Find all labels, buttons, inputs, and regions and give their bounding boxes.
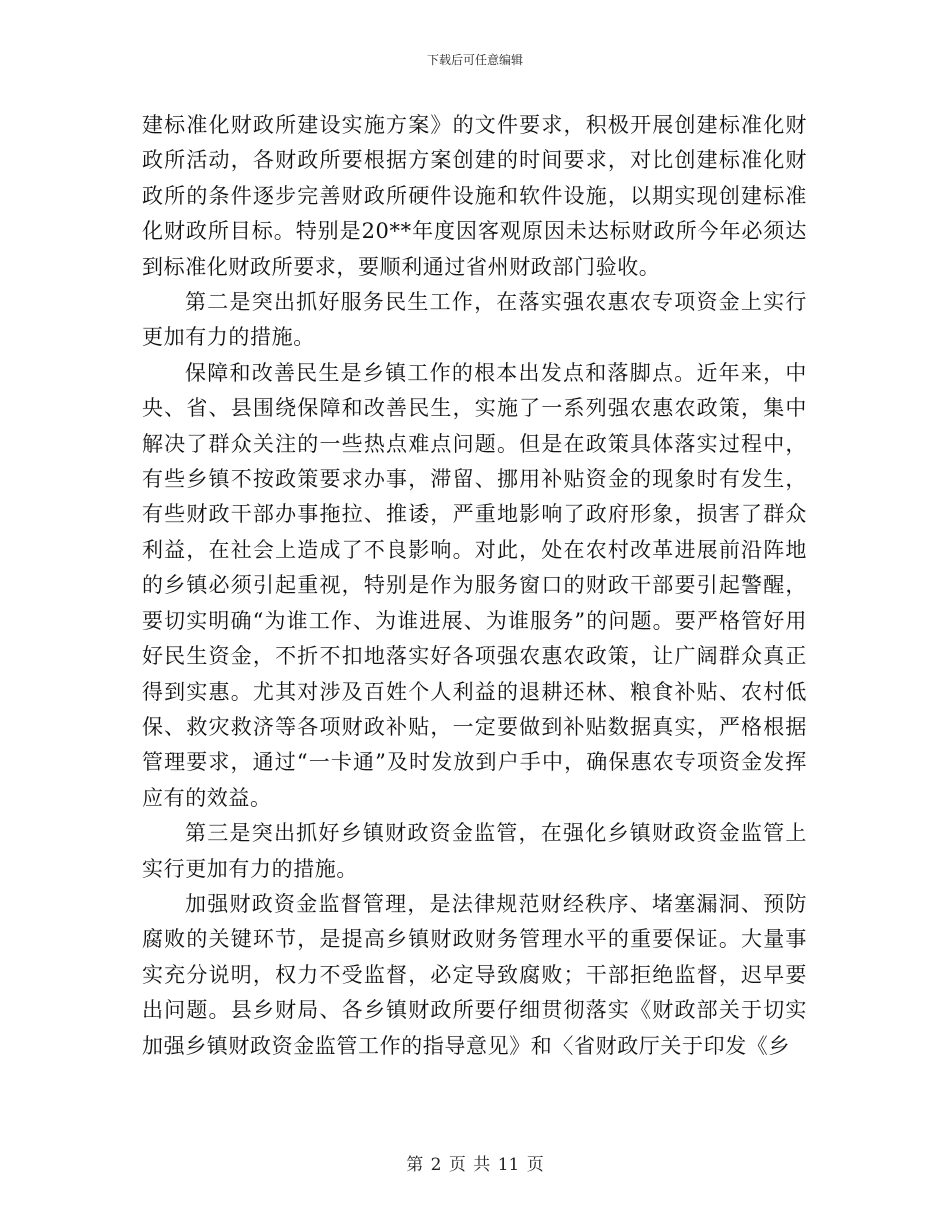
paragraph-2: 第二是突出抓好服务民生工作，在落实强农惠农专项资金上实行更加有力的措施。 (142, 290, 807, 350)
paragraph-5: 加强财政资金监督管理，是法律规范财经秩序、堵塞漏洞、预防腐败的关键环节，是提高乡镇财政财务管理水平的重要保证。大量事实充分说明，权力不受监督，必定导致腐败；干部拒绝监督，迟早要出问题。县乡财局、各乡镇财政所要仔细贯彻落实《财政部关于切实加强乡镇财政资金监管工作的指导意见》和〈省财政厅关于印发《乡 (142, 891, 807, 1058)
page-number-footer: 第 2 页 共 11 页 (406, 1155, 544, 1175)
page-header: 下载后可任意编辑 (426, 53, 523, 67)
paragraph-3: 保障和改善民生是乡镇工作的根本出发点和落脚点。近年来，中央、省、县围绕保障和改善民生，实施了一系列强农惠农政策，集中解决了群众关注的一些热点难点问题。但是在政策具体落实过程中，有些乡镇不按政策要求办事，滞留、挪用补贴资金的现象时有发生，有些财政干部办事拖拉、推诿，严重地影响了政府形象，损害了群众利益，在社会上造成了不良影响。对此，处在农村改革进展前沿阵地的乡镇必须引起重视，特别是作为服务窗口的财政干部要引起警醒，要切实明确“为谁工作、为谁进展、为谁服务”的问题。要严格管好用好民生资金，不折不扣地落实好各项强农惠农政策，让广阔群众真正得到实惠。尤其对涉及百姓个人利益的退耕还林、粮食补贴、农村低保、救灾救济等各项财政补贴，一定要做到补贴数据真实，严格根据管理要求，通过“一卡通”及时发放到户手中，确保惠农专项资金发挥应有的效益。 (142, 360, 807, 810)
paragraph-4: 第三是突出抓好乡镇财政资金监管，在强化乡镇财政资金监管上实行更加有力的措施。 (142, 821, 807, 881)
paragraph-1: 建标准化财政所建设实施方案》的文件要求，积极开展创建标准化财政所活动，各财政所要根据方案创建的时间要求，对比创建标准化财政所的条件逐步完善财政所硬件设施和软件设施，以期实现创建标准化财政所目标。特别是20**年度因客观原因未达标财政所今年必须达到标准化财政所要求，要顺利通过省州财政部门验收。 (142, 113, 807, 279)
document-body (142, 108, 807, 1064)
